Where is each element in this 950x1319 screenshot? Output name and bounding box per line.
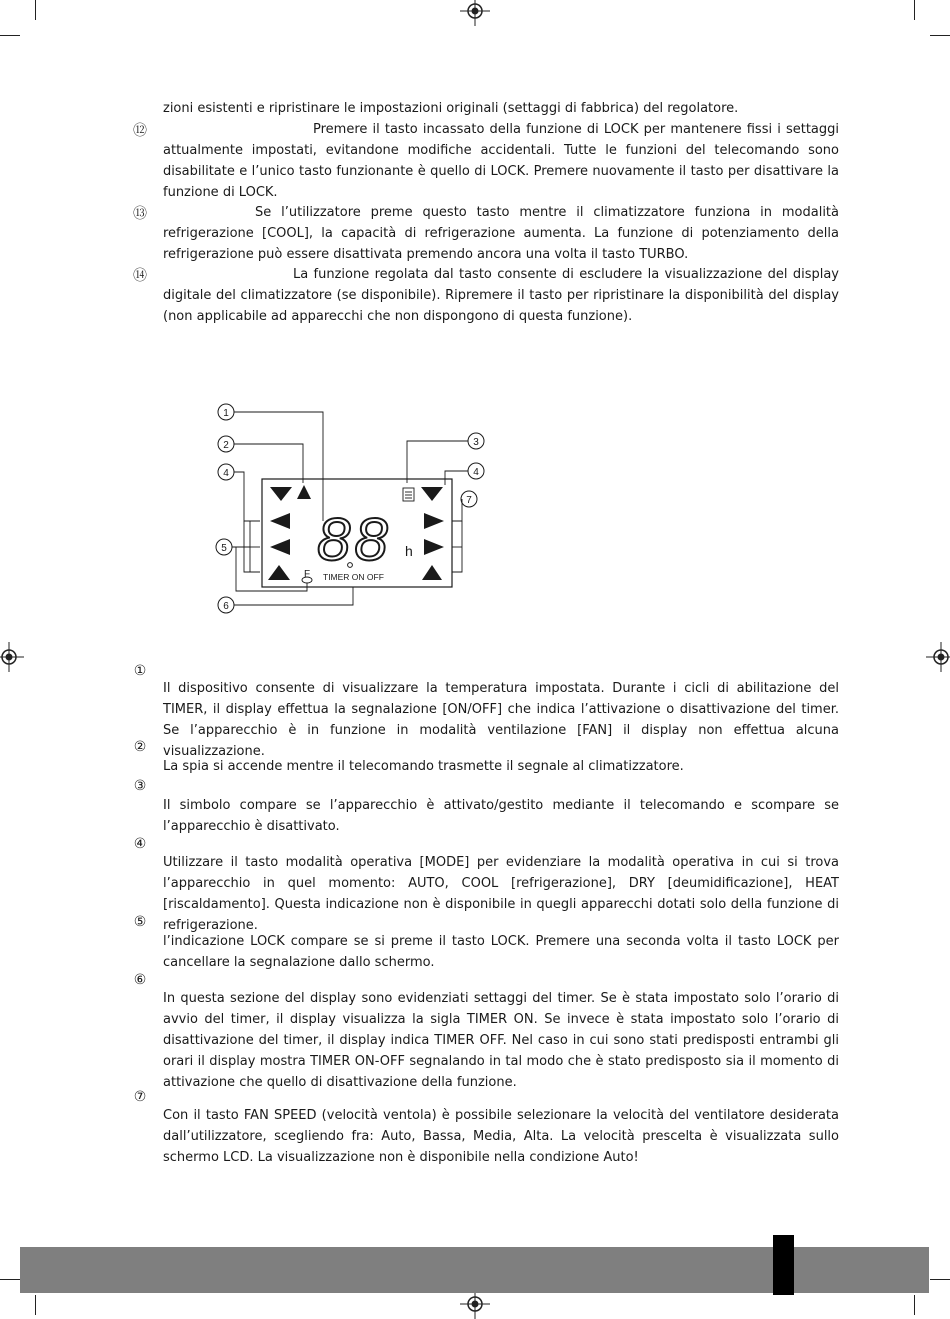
mode-triangle-icon bbox=[421, 487, 443, 501]
crop-mark bbox=[930, 35, 950, 36]
desc-marker-5: ⑤ bbox=[133, 914, 147, 930]
fan-right-arrow-icon bbox=[424, 513, 444, 529]
callout-4-right-label: 4 bbox=[473, 467, 479, 478]
desc-marker-7: ⑦ bbox=[133, 1089, 147, 1105]
paragraph-lock-text: Premere il tasto incassato della funzione di LOCK per mantenere fissi i settaggi attualmente impostati, evitandone modifiche accidentali. Tutte le funzioni del telecomando sono disabilitate e l’unico tasto funzionante è quello di LOCK. Premere nuovamente il tasto per disattivare la funzione di LOCK. bbox=[163, 122, 839, 200]
desc-marker-6: ⑥ bbox=[133, 972, 147, 988]
callout-7-label: 7 bbox=[466, 495, 472, 506]
hour-unit-label: h bbox=[405, 543, 413, 559]
registration-mark-icon bbox=[0, 642, 24, 672]
fan-label: F bbox=[304, 569, 311, 580]
paragraph-turbo bbox=[163, 202, 839, 265]
remote-control-icon bbox=[403, 488, 414, 501]
crop-mark bbox=[914, 0, 915, 20]
desc-4-text: Utilizzare il tasto modalità operativa [MODE] per evidenziare la modalità operativa in cui si trova l’apparecchio in quel momento: AUTO, COOL [refrigerazione], DRY [deumidificazione], HEAT [riscaldamento]. Questa indicazione non è disponibile in quegli apparecchi dotati solo della funzione di refrigerazione. bbox=[163, 855, 839, 933]
item-marker-13: ⑬ bbox=[133, 206, 147, 222]
registration-mark-icon bbox=[460, 0, 490, 26]
fan-triangle-icon bbox=[422, 565, 442, 580]
lock-left-arrow-icon bbox=[270, 513, 290, 529]
callout-4-left-label: 4 bbox=[223, 468, 229, 479]
leader-line bbox=[236, 547, 307, 591]
desc-marker-1: ① bbox=[133, 663, 147, 679]
crop-mark bbox=[914, 1295, 915, 1315]
crop-mark bbox=[35, 0, 36, 20]
crop-mark bbox=[35, 1295, 36, 1315]
mode-triangle-icon bbox=[268, 565, 290, 580]
leader-line bbox=[452, 499, 462, 521]
footer-tab bbox=[773, 1235, 794, 1295]
paragraph-display-text: La funzione regolata dal tasto consente di escludere la visualizzazione del display digitale del climatizzatore (se disponibile). Ripremere il tasto per ripristinare la disponibilità del display (non applicabile ad apparecchi che non dispongono di questa funzione). bbox=[163, 267, 839, 324]
leader-line bbox=[244, 521, 260, 572]
temperature-digits: 88 bbox=[317, 506, 392, 573]
leader-line bbox=[452, 521, 462, 572]
desc-6-text: In questa sezione del display sono evidenziati settaggi del timer. Se è stata impostato solo l’orario di avvio del timer, il display visualizza la sigla TIMER ON. Se invece è stata impostato solo l’orario di disattivazione del timer, il display indica TIMER OFF. Nel caso in cui sono stati predisposti entrambi gli orari il display mostra TIMER ON-OFF segnalando in tal modo che è stato predisposto sia il momento di attivazione che quello di disattivazione della funzione. bbox=[163, 991, 839, 1090]
desc-3-text: Il simbolo compare se l’apparecchio è attivato/gestito mediante il telecomando e scompare se l’apparecchio è disattivato. bbox=[163, 798, 839, 834]
item-marker-12: ⑫ bbox=[133, 123, 147, 139]
leader-line bbox=[234, 587, 353, 605]
callout-1-label: 1 bbox=[223, 408, 229, 419]
item-marker-14: ⑭ bbox=[133, 268, 147, 284]
paragraph-turbo-text: Se l’utilizzatore preme questo tasto mentre il climatizzatore funziona in modalità refrigerazione [COOL], la capacità di refrigerazione aumenta. La funzione di potenziamento della refrigerazione può essere disattivata premendo ancora una volta il tasto TURBO. bbox=[163, 205, 839, 262]
leader-line bbox=[445, 471, 468, 485]
callout-2-label: 2 bbox=[223, 440, 229, 451]
leader-line bbox=[234, 412, 323, 521]
desc-1-text: Il dispositivo consente di visualizzare la temperatura impostata. Durante i cicli di abilitazione del TIMER, il display effettua la segnalazione [ON/OFF] che indica l’attivazione o disattivazione del timer. Se l’apparecchio è in funzione in modalità ventilazione [FAN] il display non effettua alcuna visualizzazione. bbox=[163, 681, 839, 759]
paragraph-display bbox=[163, 264, 839, 327]
desc-marker-2: ② bbox=[133, 739, 147, 755]
callout-5-label: 5 bbox=[221, 543, 227, 554]
paragraph-lock bbox=[163, 119, 839, 203]
desc-2-text: La spia si accende mentre il telecomando trasmette il segnale al climatizzatore. bbox=[163, 759, 684, 774]
mode-triangle-icon bbox=[270, 487, 292, 501]
leader-line bbox=[232, 521, 250, 547]
crop-mark bbox=[930, 1279, 950, 1280]
crop-mark bbox=[0, 35, 20, 36]
desc-5-text: l’indicazione LOCK compare se si preme il tasto LOCK. Premere una seconda volta il tasto LOCK per cancellare la segnalazione dallo schermo. bbox=[163, 934, 839, 970]
paragraph-continuation: zioni esistenti e ripristinare le impostazioni originali (settaggi di fabbrica) del regolatore. bbox=[163, 101, 739, 116]
leader-line bbox=[234, 472, 260, 521]
desc-marker-3: ③ bbox=[133, 778, 147, 794]
callout-3-label: 3 bbox=[473, 437, 479, 448]
crop-mark bbox=[0, 1279, 20, 1280]
signal-triangle-icon bbox=[297, 485, 311, 499]
desc-marker-4: ④ bbox=[133, 836, 147, 852]
leader-line bbox=[407, 441, 468, 483]
timer-on-off-label: TIMER ON OFF bbox=[323, 572, 384, 582]
fan-right-arrow-icon bbox=[424, 539, 444, 555]
lcd-display-diagram bbox=[200, 395, 500, 625]
registration-mark-icon bbox=[926, 642, 950, 672]
lock-left-arrow-icon bbox=[270, 539, 290, 555]
desc-7-text: Con il tasto FAN SPEED (velocità ventola) è possibile selezionare la velocità del ventilatore desiderata dall’utilizzatore, scegliendo fra: Auto, Bassa, Media, Alta. La velocità prescelta è visualizzata sullo schermo LCD. La visualizzazione non è disponibile nella condizione Auto! bbox=[163, 1108, 839, 1165]
callout-6-label: 6 bbox=[223, 601, 229, 612]
